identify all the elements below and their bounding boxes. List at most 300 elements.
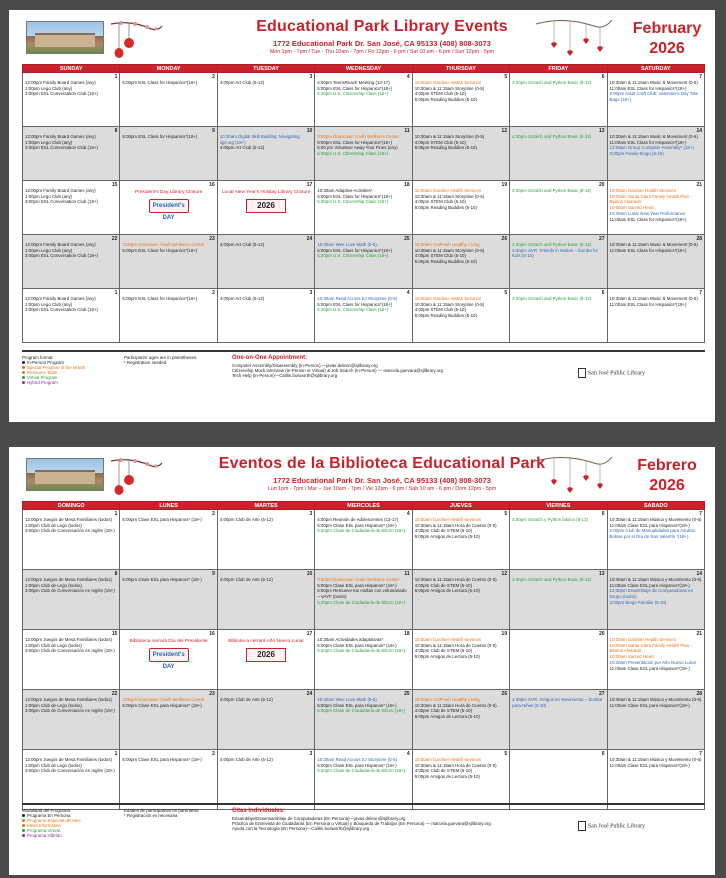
event-item: 5:00pm Clase ESL para Hispanos* (18+) [317, 522, 397, 528]
event-item: 10:30am Actividades adaptativas* [317, 637, 384, 642]
bullet-icon [22, 361, 25, 364]
event-item: 4:00pm Club de STEM (5-10) [414, 768, 473, 774]
calendar-day-cell [120, 181, 217, 235]
day-number: 11 [404, 128, 410, 134]
event-item: 3:00pm Family Bingo (5-10) [609, 151, 664, 157]
event-item: 10:00am Gardner Health Services [414, 757, 482, 762]
event-item: 5:00pm Reading Buddies (5-10) [414, 313, 477, 319]
day-number: 22 [111, 691, 118, 697]
calendar-week-row [23, 289, 705, 343]
event-item: 5:30pm Clase de Ciudadanía de EEUU (18+) [317, 528, 406, 534]
event-item: 12:00pm Juegos de Mesa Familiares (todos) [25, 577, 112, 582]
event-item: 1:00pm Club de Lego (todos) [25, 642, 82, 648]
event-item: 10:30am Wee Love Math (0-5) [317, 242, 377, 247]
calendar-day-cell [510, 750, 607, 810]
event-item: 5:00pm Remueve tus multas con voluntariado – VAYF (todos) [317, 588, 407, 600]
event-item: 1:00pm Club de Lego (todos) [25, 762, 82, 768]
calendar-day-cell [607, 570, 704, 630]
event-item: 4:00pm Club de STEM (5-10) [414, 648, 473, 654]
event-item: 3:00pm Downtown Youth Wellness Center [122, 697, 205, 702]
event-item: 10:30am Lunar New Year Performance [609, 210, 686, 216]
appointments [232, 808, 552, 831]
day-number: 12 [501, 128, 508, 134]
event-item: 5:30pm U.S. Citizenship Class (18+) [317, 151, 389, 157]
appointments-title: One-on-One Appointment: [232, 355, 308, 361]
day-number: 2 [212, 511, 215, 517]
event-item: 10:00am CalFresh Healthy Living [414, 697, 480, 702]
weekday-header: SUNDAY [23, 65, 120, 73]
legend-item [22, 833, 122, 838]
legend-label: Programa Especial del Mes [27, 818, 81, 823]
day-number: 28 [696, 691, 702, 697]
calendar-day-cell [412, 690, 509, 750]
event-item: 3:00pm Club de Conversación en Inglés (18+) [25, 708, 115, 714]
day-number: 6 [601, 74, 605, 80]
weekday-header-row [23, 65, 705, 73]
event-item: 4:30pm Scratch and Python Basic (8-12) [512, 188, 592, 193]
event-item: 4:00pm Club de STEM (5-10) [414, 708, 473, 714]
event-item: 5:30pm U.S. Citizenship Class (18+) [317, 307, 389, 313]
event-item: 10:30am Presentación por Año Nuevo Lunar [609, 659, 697, 665]
event-item: 11:00am Clase ESL para Hispanos*(18+) [609, 522, 690, 528]
event-item: 5:00pm ESL Class for Hispanics*(18+) [317, 85, 393, 91]
day-number: 4 [406, 511, 410, 517]
closure-notice: Lunar New Year's Holiday Library Closure [221, 190, 311, 195]
calendar-day-cell [120, 73, 217, 127]
event-item: 1:00pm Club de Lego (todos) [25, 582, 82, 588]
appointments-title: Citas Individuales: [232, 808, 286, 814]
english-calendar-page [9, 10, 715, 422]
legend-title: Modalidad del Programa: [22, 808, 72, 813]
event-item: 4:30pm Scratch and Python Basic (8-12) [512, 80, 592, 85]
event-item: 12:00pm Family Board Games (any) [25, 80, 96, 85]
day-number: 10 [306, 128, 313, 134]
calendar-week-row [23, 690, 705, 750]
event-item: 5:00pm ESL Class for Hispanics*(18+) [122, 296, 198, 301]
event-item: 10:30am & 11:15am Storytime (0-5) [414, 301, 485, 307]
event-item: 4:00pm Art Club (5-12) [219, 242, 265, 247]
calendar-day-cell [315, 690, 412, 750]
calendar-day-cell [607, 289, 704, 343]
day-number: 15 [111, 182, 118, 188]
legend-item [22, 380, 122, 385]
event-item: 4:00pm Club de Arte (5-12) [219, 577, 273, 582]
weekday-header: MARTES [217, 502, 314, 510]
bullet-icon [22, 819, 25, 822]
day-number: 7 [699, 751, 702, 757]
registration-note: * Registration needed [124, 360, 167, 365]
event-item: 1:00pm Lego Club (any) [25, 85, 73, 91]
library-hours: Mon 1pm - 7pm / Tue - Thu 10am - 7pm / Fri 12pm - 6 pm / Sat 10 am - 6 pm / Sun 12pm - 5pm [269, 49, 495, 55]
event-item: 5:00pm ESL Class for Hispanics*(18+) [317, 139, 393, 145]
calendar-day-cell [510, 510, 607, 570]
notes [124, 355, 224, 365]
calendar-day-cell [315, 570, 412, 630]
event-item: 11:00am ESL Class for Hispanics*(18+) [609, 216, 687, 222]
day-number: 10 [306, 571, 313, 577]
ages-note: Participants' ages are in parentheses. [124, 355, 198, 360]
event-item: 10:00am Sacred Heart [609, 205, 654, 211]
calendar-day-cell [120, 690, 217, 750]
day-number: 26 [501, 691, 508, 697]
calendar-footer [22, 803, 705, 867]
program-format-legend [22, 355, 122, 385]
calendar-day-cell [23, 127, 120, 181]
calendar-day-cell [217, 690, 314, 750]
event-item: 1:00pm Lego Club (any) [25, 247, 73, 253]
event-item: 5:00pm ESL Class for Hispanics*(18+) [122, 134, 198, 139]
calendar-week-row [23, 630, 705, 690]
event-item: 12:00pm Juegos de Mesa Familiares (todos) [25, 517, 112, 522]
calendar-day-cell [23, 690, 120, 750]
lunar-new-year-badge: 2026 [246, 648, 286, 662]
day-number: 16 [209, 631, 215, 637]
event-item: 4:00pm STEM Club (5-10) [414, 307, 466, 313]
event-item: 11:00am ESL Class for Hispanics*(18+) [609, 301, 687, 307]
calendar-day-cell [510, 235, 607, 289]
event-item: 12:00pm Family Board Games (any) [25, 188, 96, 193]
event-item: 10:30am Adaptive Activities* [317, 188, 373, 193]
program-format-legend [22, 808, 122, 838]
day-number: 19 [501, 182, 508, 188]
day-number: 6 [601, 511, 605, 517]
appointment-item: Ensamblaje/Desensamblaje de Computadoras (En Persona)—javier.deleon@sjlibrary.org [232, 816, 406, 821]
event-item: 12:00pm Juegos de Mesa Familiares (todos) [25, 757, 112, 762]
day-number: 1 [114, 74, 118, 80]
event-item: 10:30am & 11:15am Música y Movimiento (0-5) [609, 757, 702, 762]
appointment-item: Práctica de Entrevista de Ciudadanía (En Persona o Virtual) y Búsqueda de Trabajos (En Persona) — marcela.guevara@sjlibrary.org [232, 821, 491, 826]
calendar-day-cell [120, 750, 217, 810]
event-item: 4:00pm Club de Arte (5-12) [219, 517, 273, 522]
day-number: 7 [699, 290, 702, 296]
calendar-day-cell [607, 630, 704, 690]
calendar-day-cell [315, 127, 412, 181]
event-item: 3:00pm Bingo Familiar (5-10) [609, 599, 667, 605]
day-number: 24 [306, 691, 313, 697]
calendar-day-cell [120, 570, 217, 630]
day-number: 8 [114, 128, 118, 134]
event-item: 11:00am ESL Class for Hispanics*(18+) [609, 85, 687, 91]
calendar-day-cell [217, 181, 314, 235]
event-item: 11:00am Clase ESL para Hispanos*(18+) [609, 665, 690, 671]
event-item: 5:00pm Clase ESL para Hispanos* (18+) [122, 757, 202, 762]
event-item: 4:30pm Scratch and Python Basic (8-12) [512, 577, 592, 582]
event-item: 5:00pm Clase ESL para Hispanos* (18+) [317, 762, 397, 768]
day-number: 9 [212, 571, 215, 577]
event-item: 10:00am Gardner Health Services [414, 296, 482, 301]
calendar-day-cell [23, 750, 120, 810]
event-item: 3:00pm Club de Conversación en Inglés (18+) [25, 528, 115, 534]
cherry-blossom-lantern-icon [109, 455, 164, 499]
lunar-new-year-badge: 2026 [246, 199, 286, 213]
weekday-header: MONDAY [120, 65, 217, 73]
day-number: 25 [404, 691, 410, 697]
event-item: 5:30pm U.S. Citizenship Class (18+) [317, 91, 389, 97]
legend-label: Programa Virtual [27, 828, 60, 833]
event-item: 5:00pm Clase ESL para Hispanos* (18+) [122, 702, 202, 708]
event-item: 10:30am & 11:15am Hora de Cuento (0-5) [414, 702, 497, 708]
calendar-day-cell [120, 630, 217, 690]
event-item: 4:00pm Club de Arte (5-12) [219, 697, 273, 702]
day-number: 18 [404, 631, 410, 637]
library-hours: Lun 1pm - 7pm / Mar – Jue 10am - 7pm / Vie 12pm - 6 pm / Sáb 10 am - 6 pm / Dom 12pm - 5pm [267, 486, 497, 492]
day-number: 1 [114, 511, 118, 517]
calendar-day-cell [217, 750, 314, 810]
event-item: 11:00am Clase ESL para Hispanos*(18+) [609, 582, 690, 588]
event-item: 10:30am & 11:15am Hora de Cuento (0-5) [414, 642, 497, 648]
day-number: 14 [696, 128, 702, 134]
header [9, 10, 715, 66]
appointment-item: Computer Assembly/Disassembly (In-Person) —javier.deleon@sjlibrary.org [232, 363, 378, 368]
legend-label: In-Person Program [27, 360, 65, 365]
event-item: 4:30pm Scratch and Python Basic (8-12) [512, 296, 592, 301]
event-item: 3:00pm Downtown Youth Wellness Center [317, 134, 400, 139]
day-number: 13 [598, 128, 605, 134]
library-address: 1772 Educational Park Dr. San José, CA 95133 (408) 808-3073 [273, 39, 491, 48]
calendar-day-cell [412, 235, 509, 289]
event-item: 3:00pm ESL Conversation Club (18+) [25, 307, 98, 313]
event-item: 3:00pm ESL Conversation Club (18+) [25, 145, 98, 151]
bullet-icon [22, 376, 25, 379]
calendar-week-row [23, 181, 705, 235]
event-item: 10:00am CalFresh Healthy Living [414, 242, 480, 247]
bullet-icon [22, 824, 25, 827]
day-number: 2 [212, 751, 215, 757]
presidents-day-badge: President's DAY [149, 199, 189, 213]
event-item: 11:00am ESL Class for Hispanics*(18+) [609, 139, 687, 145]
ages-note: Edades de participantes en paréntesis [124, 808, 199, 813]
calendar-day-cell [607, 750, 704, 810]
day-number: 3 [309, 290, 313, 296]
calendar-day-cell [412, 73, 509, 127]
event-item: 3:00pm Club de Conversación en Inglés (18+) [25, 768, 115, 774]
event-item: 12:30pm Ensamblaje de Computadoras en Grupo (todos) [609, 588, 694, 600]
event-item: 12:00pm Group Computer Assembly* (18+) [609, 145, 694, 151]
registration-note: * Registración es necesaria [124, 813, 178, 818]
sjpl-logo [578, 368, 645, 378]
event-item: 12:00pm Family Board Games (any) [25, 296, 96, 301]
event-item: 10:30am & 11:15am Storytime (0-5) [414, 134, 485, 139]
calendar-week-row [23, 510, 705, 570]
calendar-day-cell [23, 73, 120, 127]
calendar-day-cell [607, 181, 704, 235]
header [9, 447, 715, 503]
bullet-icon [22, 829, 25, 832]
month-label: Febrero [637, 457, 697, 474]
calendar-day-cell [315, 630, 412, 690]
event-item: 4:00pm Club de Arte (5-12) [219, 757, 273, 762]
day-number: 5 [504, 74, 508, 80]
day-number: 4 [406, 751, 410, 757]
calendar-week-row [23, 127, 705, 181]
library-building-photo [26, 21, 104, 54]
event-item: 12:00pm Family Board Games (any) [25, 134, 96, 139]
calendar-title: Educational Park Library Events [256, 18, 508, 35]
calendar-day-cell [315, 235, 412, 289]
event-item: 10:30am Read Across SJ Storytime (0-5) [317, 757, 398, 762]
calendar-day-cell [607, 510, 704, 570]
calendar-grid [22, 501, 705, 810]
bullet-icon [22, 381, 25, 384]
event-item: 3:00pm Downtown Youth Wellness Center [122, 242, 205, 247]
event-item: 4:00pm Art Club (5-12) [219, 296, 265, 301]
weekday-header: WEDNESDAY [315, 65, 412, 73]
event-item: 10:30am & 11:15am Hora de Cuento (0-5) [414, 762, 497, 768]
event-item: 3:00pm ESL Conversation Club (18+) [25, 253, 98, 259]
event-item: 5:30pm Clase de Ciudadanía de EEUU (18+) [317, 768, 406, 774]
event-item: 10:30am & 11:15am Hora de Cuento (0-5) [414, 577, 497, 582]
spanish-calendar-page [9, 447, 715, 875]
event-item: 4:00pm Art Club (5-12) [219, 80, 265, 85]
event-item: 10:00am Sacred Heart [609, 654, 654, 660]
weekday-header: DOMINGO [23, 502, 120, 510]
event-item: 10:30am & 11:15am Música y Movimiento (0-5) [609, 517, 702, 522]
calendar-day-cell [23, 510, 120, 570]
event-item: 10:00am Gardner Health Services [414, 517, 482, 522]
day-number: 25 [404, 236, 410, 242]
event-item: 10:30am Wee Love Math (0-5) [317, 697, 377, 702]
event-item: 10:00am Gardner Health Services [414, 637, 482, 642]
event-item: 5:00pm ESL Class for Hispanics*(18+) [122, 247, 198, 253]
event-item: 5:30pm Clase de Ciudadanía de EEUU (18+) [317, 648, 406, 654]
day-number: 20 [598, 182, 605, 188]
event-item: 10:30am & 11:15am Storytime (0-5) [414, 85, 485, 91]
weekday-header: FRIDAY [510, 65, 607, 73]
year-label: 2026 [649, 477, 685, 494]
event-item: 3:00pm Downtown Youth Wellness Center [317, 577, 400, 582]
legend-label: Programa En Persona [27, 813, 71, 818]
library-building-photo [26, 458, 104, 491]
event-item: 10:30am & 11:15am Music & Movement (0-5) [609, 242, 698, 247]
sjpl-logo [578, 821, 645, 831]
calendar-day-cell [510, 630, 607, 690]
event-item: 10:30am & 11:15am Music & Movement (0-5) [609, 80, 698, 85]
event-item: 10:00am Gardner Health Services [414, 188, 482, 193]
calendar-day-cell [217, 73, 314, 127]
event-item: 5:00pm ESL Class for Hispanics*(18+) [317, 193, 393, 199]
day-number: 2 [212, 74, 215, 80]
legend-label: Mesa Informativa [27, 823, 61, 828]
library-logo-icon [578, 821, 586, 831]
event-item: 5:00pm Amigos de Lectura (5-10) [414, 588, 480, 594]
day-number: 21 [696, 182, 702, 188]
event-item: 5:00pm Reading Buddies (5-10) [414, 97, 477, 103]
day-number: 16 [209, 182, 215, 188]
event-item: 12:00pm Juegos de Mesa Familiares (todos) [25, 637, 112, 642]
day-number: 23 [209, 691, 215, 697]
calendar-day-cell [412, 181, 509, 235]
event-item: 1:00pm Lego Club (any) [25, 301, 73, 307]
event-item: 10:30am Read Across SJ Storytime (0-5) [317, 296, 398, 301]
calendar-day-cell [217, 570, 314, 630]
legend-label: Special Program of the Month [27, 365, 86, 370]
day-number: 2 [212, 290, 215, 296]
event-item: 10:30am & 11:15am Storytime (0-5) [414, 247, 485, 253]
calendar-day-cell [23, 570, 120, 630]
legend-label: Virtual Program [27, 375, 58, 380]
calendar-day-cell [23, 630, 120, 690]
calendar-week-row [23, 73, 705, 127]
event-item: 11:00am Clase ESL para Hispanos*(18+) [609, 762, 690, 768]
calendar-day-cell [510, 570, 607, 630]
event-item: 5:00pm ESL Class for Hispanics*(18+) [317, 247, 393, 253]
event-item: 5:00pm Clase ESL para Hispanos* (18+) [317, 642, 397, 648]
event-item: 4:00pm STEM Club (5-10) [414, 139, 466, 145]
day-number: 28 [696, 236, 702, 242]
weekday-header: VIERNES [510, 502, 607, 510]
closure-notice: Biblioteca cerrará Día del Presidente [129, 639, 208, 644]
event-item: 5:00pm ESL Class for Hispanics*(18+) [122, 80, 198, 85]
event-item: 3:00pm Club de Conversación en Inglés (18+) [25, 648, 115, 654]
calendar-week-row [23, 750, 705, 810]
bullet-icon [22, 371, 25, 374]
calendar-footer [22, 350, 705, 410]
event-item: 5:00 pm Volunteer Away Your Fines (any) [317, 145, 398, 151]
day-number: 4 [406, 74, 410, 80]
calendar-day-cell [510, 289, 607, 343]
weekday-header-row [23, 502, 705, 510]
event-item: 4:00pm Reunión de Adolescentes (13-17) [317, 517, 399, 522]
calendar-week-row [23, 570, 705, 630]
day-number: 8 [114, 571, 118, 577]
library-logo-icon [578, 368, 586, 378]
calendar-day-cell [217, 289, 314, 343]
day-number: 3 [309, 74, 313, 80]
day-number: 1 [114, 751, 118, 757]
event-item: 11:00am Clase ESL para Hispanos*(18+) [609, 702, 690, 708]
event-item: 5:00pm Clase ESL para Hispanos* (18+) [122, 577, 202, 582]
legend-label: Programa Híbrido [27, 833, 62, 838]
library-address: 1772 Educational Park Dr. San José, CA 95133 (408) 808-3073 [273, 476, 491, 485]
calendar-day-cell [412, 570, 509, 630]
day-number: 17 [306, 631, 313, 637]
day-number: 13 [598, 571, 605, 577]
calendar-day-cell [315, 750, 412, 810]
hearts-branch-icon [534, 14, 614, 58]
event-item: 4:00pm STEM Club (5-10) [414, 91, 466, 97]
event-item: 10:00am Gardner Health Services [414, 80, 482, 85]
weekday-header: TUESDAY [217, 65, 314, 73]
day-number: 19 [501, 631, 508, 637]
calendar-day-cell [315, 73, 412, 127]
weekday-header: MIERCOLES [315, 502, 412, 510]
weekday-header: SABADO [607, 502, 704, 510]
calendar-day-cell [120, 289, 217, 343]
day-number: 12 [501, 571, 508, 577]
calendar-day-cell [510, 181, 607, 235]
event-item: 10:00am Gardner Health Services [609, 188, 676, 193]
calendar-day-cell [23, 289, 120, 343]
day-number: 17 [306, 182, 313, 188]
notes [124, 808, 224, 818]
calendar-day-cell [315, 181, 412, 235]
calendar-day-cell [510, 127, 607, 181]
day-number: 14 [696, 571, 702, 577]
event-item: 5:30pm U.S. Citizenship Class (18+) [317, 253, 389, 259]
day-number: 7 [699, 511, 702, 517]
day-number: 27 [598, 236, 605, 242]
logo-text: San José Public Library [587, 370, 645, 377]
event-item: 5:00pm Reading Buddies (5-10) [414, 259, 477, 265]
day-number: 18 [404, 182, 410, 188]
event-item: 3:00pm Club de Conversación en Inglés (18+) [25, 588, 115, 594]
event-item: 4:00pm STEM Club (5-10) [414, 199, 466, 205]
calendar-day-cell [607, 73, 704, 127]
event-item: 4:30pm Scratch and Python Basic (8-12) [512, 134, 592, 139]
day-number: 5 [504, 751, 508, 757]
calendar-day-cell [120, 235, 217, 289]
event-item: 4:00pm Club de STEM (5-10) [414, 582, 473, 588]
